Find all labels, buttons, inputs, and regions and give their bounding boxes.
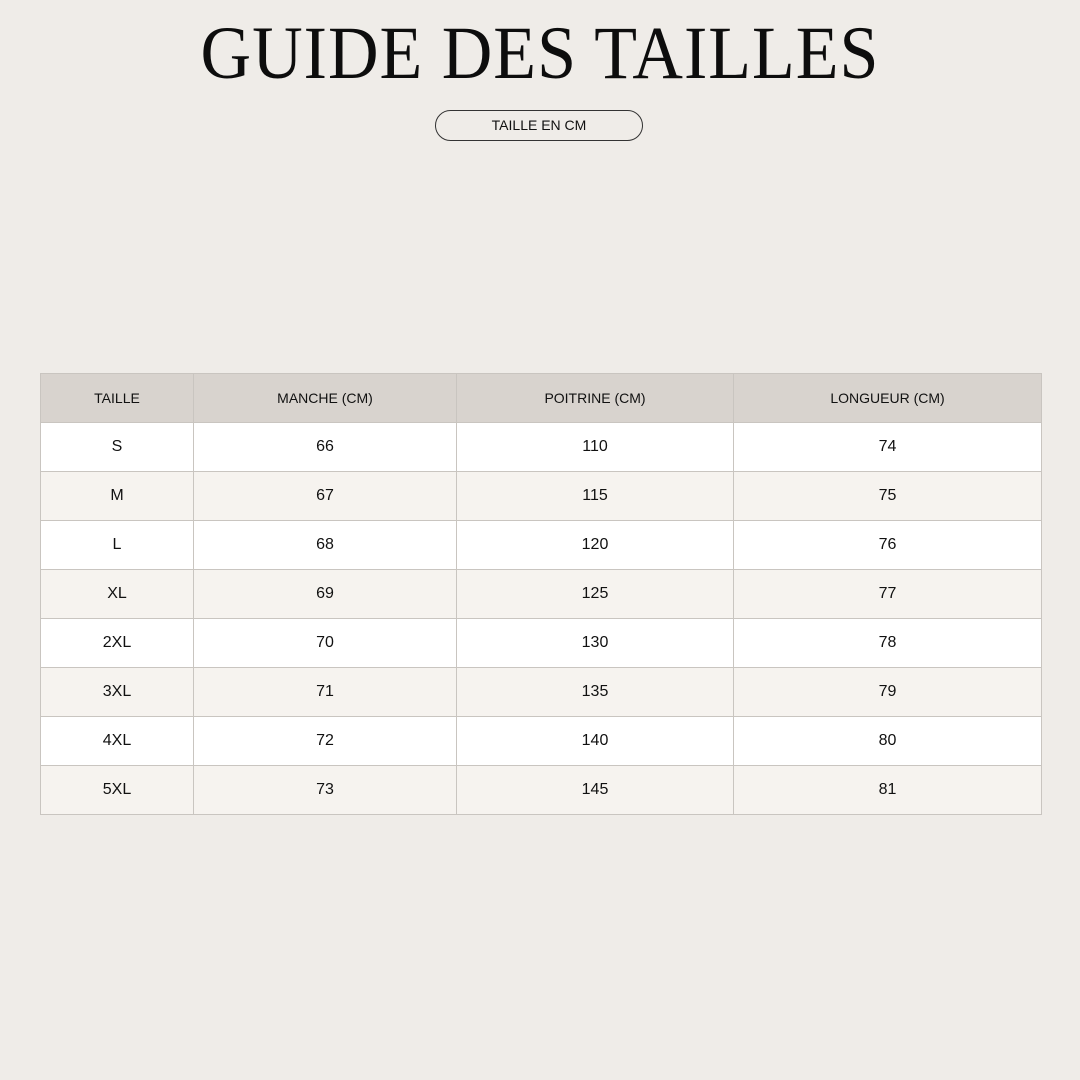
cell-size: 3XL — [41, 668, 194, 717]
cell-size: 5XL — [41, 766, 194, 815]
cell-sleeve: 72 — [194, 717, 457, 766]
table-row — [41, 766, 1042, 815]
column-header-size: TAILLE — [41, 374, 194, 423]
cell-sleeve: 70 — [194, 619, 457, 668]
cell-sleeve: 73 — [194, 766, 457, 815]
table-row — [41, 423, 1042, 472]
cell-chest: 140 — [457, 717, 734, 766]
cell-sleeve: 71 — [194, 668, 457, 717]
size-table — [40, 373, 1042, 815]
cell-chest: 135 — [457, 668, 734, 717]
unit-badge: TAILLE EN CM — [435, 110, 643, 141]
cell-sleeve: 68 — [194, 521, 457, 570]
column-header-sleeve: MANCHE (CM) — [194, 374, 457, 423]
table-row — [41, 619, 1042, 668]
cell-sleeve: 66 — [194, 423, 457, 472]
cell-size: L — [41, 521, 194, 570]
table-row — [41, 668, 1042, 717]
cell-length: 75 — [734, 472, 1042, 521]
cell-length: 80 — [734, 717, 1042, 766]
cell-length: 76 — [734, 521, 1042, 570]
cell-chest: 120 — [457, 521, 734, 570]
cell-chest: 115 — [457, 472, 734, 521]
cell-length: 77 — [734, 570, 1042, 619]
cell-length: 81 — [734, 766, 1042, 815]
cell-length: 79 — [734, 668, 1042, 717]
table-row — [41, 521, 1042, 570]
table-row — [41, 472, 1042, 521]
cell-chest: 110 — [457, 423, 734, 472]
cell-sleeve: 69 — [194, 570, 457, 619]
table-row — [41, 717, 1042, 766]
cell-length: 78 — [734, 619, 1042, 668]
column-header-chest: POITRINE (CM) — [457, 374, 734, 423]
column-header-length: LONGUEUR (CM) — [734, 374, 1042, 423]
cell-chest: 145 — [457, 766, 734, 815]
cell-size: S — [41, 423, 194, 472]
table-header-row — [41, 374, 1042, 423]
page-title: GUIDE DES TAILLES — [200, 11, 880, 96]
cell-length: 74 — [734, 423, 1042, 472]
cell-size: 4XL — [41, 717, 194, 766]
cell-size: 2XL — [41, 619, 194, 668]
table-row — [41, 570, 1042, 619]
cell-chest: 130 — [457, 619, 734, 668]
cell-sleeve: 67 — [194, 472, 457, 521]
cell-chest: 125 — [457, 570, 734, 619]
cell-size: M — [41, 472, 194, 521]
cell-size: XL — [41, 570, 194, 619]
